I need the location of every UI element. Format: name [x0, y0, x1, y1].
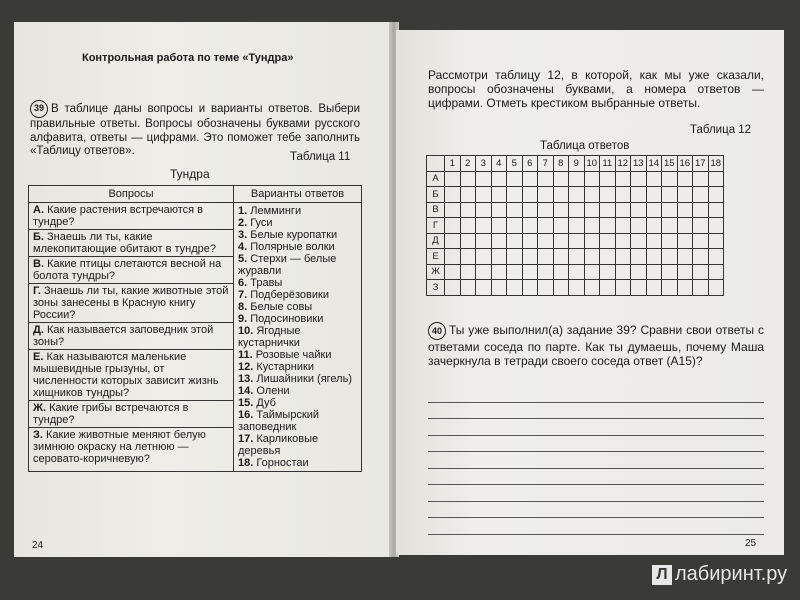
answer-number: 11. — [238, 349, 253, 361]
answer-number: 5. — [238, 253, 248, 265]
grid-cell[interactable] — [569, 171, 585, 187]
grid-corner — [427, 156, 445, 172]
grid-cell[interactable] — [662, 233, 678, 249]
question-text: Какие птицы слетаются весной на болота тундры? — [33, 258, 222, 282]
question-text: Какие грибы встречаются в тундре? — [33, 402, 189, 426]
task-40-text: Ты уже выполнил(а) задание 39? Сравни свои ответы с ответами соседа по парте. Как ты думаешь, почему Маша зачеркнула в тетради своего соседа ответ (А15)? — [428, 323, 764, 368]
grid-cell[interactable] — [615, 280, 631, 296]
answer-text: Гуси — [250, 217, 273, 229]
grid-cell[interactable] — [631, 171, 647, 187]
answers-header: Варианты ответов — [234, 186, 362, 203]
grid-cell[interactable] — [662, 187, 678, 203]
grid-cell[interactable] — [631, 280, 647, 296]
task-40 — [428, 322, 764, 368]
question-text: Как называется заповедник этой зоны? — [33, 324, 214, 348]
grid-cell[interactable] — [507, 264, 523, 280]
answer-option — [238, 313, 357, 325]
grid-cell[interactable] — [507, 233, 523, 249]
answer-option — [238, 385, 357, 397]
answer-text: Олени — [256, 385, 290, 397]
grid-cell[interactable] — [476, 187, 492, 203]
answer-line[interactable] — [428, 386, 764, 403]
grid-cell[interactable] — [584, 264, 600, 280]
grid-cell[interactable] — [708, 218, 724, 234]
answer-option — [238, 433, 357, 457]
grid-cell[interactable] — [708, 202, 724, 218]
question-item — [29, 401, 233, 428]
grid-cell[interactable] — [677, 233, 693, 249]
table-12-title: Таблица ответов — [540, 140, 630, 152]
grid-cell[interactable] — [460, 280, 476, 296]
grid-cell[interactable] — [600, 187, 616, 203]
grid-cell[interactable] — [693, 280, 709, 296]
grid-cell[interactable] — [476, 233, 492, 249]
answer-lines — [428, 386, 764, 535]
grid-column-header: 13 — [631, 156, 647, 172]
answer-option — [238, 349, 357, 361]
grid-cell[interactable] — [491, 280, 507, 296]
grid-column-header: 5 — [507, 156, 523, 172]
grid-cell[interactable] — [708, 264, 724, 280]
grid-cell[interactable] — [662, 249, 678, 265]
grid-column-header: 2 — [460, 156, 476, 172]
answer-option — [238, 205, 357, 217]
grid-cell[interactable] — [569, 218, 585, 234]
grid-column-header: 15 — [662, 156, 678, 172]
grid-cell[interactable] — [693, 202, 709, 218]
grid-row-header: Г — [427, 218, 445, 234]
grid-cell[interactable] — [693, 218, 709, 234]
grid-cell[interactable] — [476, 202, 492, 218]
question-letter: Ж. — [33, 402, 46, 414]
grid-cell[interactable] — [445, 171, 461, 187]
question-text: Какие растения встречаются в тундре? — [33, 204, 203, 228]
grid-cell[interactable] — [646, 264, 662, 280]
question-letter: Д. — [33, 324, 44, 336]
grid-cell[interactable] — [693, 249, 709, 265]
answer-text: Подберёзовики — [250, 289, 329, 301]
table-12-instructions: Рассмотри таблицу 12, в которой, как мы уже сказали, вопросы обозначены буквами, а номера ответов — цифрами. Отметь крестиком выбранные ответы. — [428, 68, 764, 110]
grid-cell[interactable] — [600, 202, 616, 218]
grid-cell[interactable] — [615, 171, 631, 187]
grid-cell[interactable] — [491, 187, 507, 203]
grid-cell[interactable] — [615, 202, 631, 218]
grid-cell[interactable] — [677, 218, 693, 234]
grid-cell[interactable] — [553, 218, 569, 234]
answer-number: 6. — [238, 277, 248, 289]
answer-line[interactable] — [428, 452, 764, 469]
grid-cell[interactable] — [491, 171, 507, 187]
grid-cell[interactable] — [553, 187, 569, 203]
grid-cell[interactable] — [538, 264, 554, 280]
grid-cell[interactable] — [615, 249, 631, 265]
grid-cell[interactable] — [677, 264, 693, 280]
grid-cell[interactable] — [584, 249, 600, 265]
grid-row-header: Б — [427, 187, 445, 203]
grid-cell[interactable] — [646, 233, 662, 249]
grid-cell[interactable] — [476, 249, 492, 265]
answer-number: 3. — [238, 229, 248, 241]
question-text: Знаешь ли ты, какие животные этой зоны занесены в Красную книгу России? — [33, 285, 229, 321]
answer-option — [238, 217, 357, 229]
grid-cell[interactable] — [553, 280, 569, 296]
grid-column-header: 7 — [538, 156, 554, 172]
grid-row-header: В — [427, 202, 445, 218]
grid-cell[interactable] — [646, 280, 662, 296]
grid-cell[interactable] — [538, 233, 554, 249]
answer-text: Стерхи — белые журавли — [238, 253, 337, 277]
grid-cell[interactable] — [476, 264, 492, 280]
answer-number: 2. — [238, 217, 248, 229]
grid-column-header: 4 — [491, 156, 507, 172]
grid-cell[interactable] — [631, 202, 647, 218]
grid-cell[interactable] — [553, 233, 569, 249]
grid-cell[interactable] — [445, 280, 461, 296]
answer-text: Горностаи — [256, 457, 309, 469]
grid-cell[interactable] — [677, 280, 693, 296]
grid-cell[interactable] — [445, 264, 461, 280]
grid-cell[interactable] — [615, 218, 631, 234]
labirint-logo-icon: Л — [652, 565, 672, 585]
grid-cell[interactable] — [476, 280, 492, 296]
grid-cell[interactable] — [646, 171, 662, 187]
table-11-title: Тундра — [170, 167, 210, 181]
answer-number: 4. — [238, 241, 248, 253]
grid-column-header: 14 — [646, 156, 662, 172]
grid-cell[interactable] — [615, 264, 631, 280]
answer-option — [238, 289, 357, 301]
answer-number: 10. — [238, 325, 254, 337]
grid-column-header: 10 — [584, 156, 600, 172]
grid-cell[interactable] — [538, 187, 554, 203]
grid-cell[interactable] — [553, 249, 569, 265]
grid-cell[interactable] — [460, 218, 476, 234]
question-item — [29, 284, 233, 323]
grid-cell[interactable] — [522, 171, 538, 187]
answer-number: 7. — [238, 289, 248, 301]
answer-text: Белые куропатки — [250, 229, 338, 241]
grid-cell[interactable] — [708, 249, 724, 265]
grid-cell[interactable] — [662, 264, 678, 280]
grid-cell[interactable] — [491, 249, 507, 265]
answer-line[interactable] — [428, 403, 764, 420]
task-40-badge: 40 — [428, 322, 446, 340]
answer-option — [238, 229, 357, 241]
grid-cell[interactable] — [600, 280, 616, 296]
question-item — [29, 230, 233, 257]
questions-table — [28, 185, 362, 472]
grid-column-header: 11 — [600, 156, 616, 172]
grid-column-header: 3 — [476, 156, 492, 172]
answer-number: 13. — [238, 373, 254, 385]
grid-cell[interactable] — [662, 218, 678, 234]
question-text: Знаешь ли ты, какие млекопитающие обитают в тундре? — [33, 231, 217, 255]
grid-cell[interactable] — [460, 171, 476, 187]
answer-text: Белые совы — [250, 301, 313, 313]
grid-cell[interactable] — [646, 218, 662, 234]
grid-cell[interactable] — [631, 249, 647, 265]
grid-cell[interactable] — [460, 202, 476, 218]
answer-text: Таймырский заповедник — [238, 409, 320, 433]
answer-option — [238, 373, 357, 385]
grid-cell[interactable] — [445, 218, 461, 234]
answer-option — [238, 457, 357, 469]
answer-text: Кустарники — [256, 361, 314, 373]
grid-cell[interactable] — [693, 171, 709, 187]
grid-row-header: А — [427, 171, 445, 187]
grid-cell[interactable] — [693, 233, 709, 249]
question-letter: А. — [33, 204, 44, 216]
grid-cell[interactable] — [631, 187, 647, 203]
grid-cell[interactable] — [491, 202, 507, 218]
grid-cell[interactable] — [600, 264, 616, 280]
grid-cell[interactable] — [584, 218, 600, 234]
answer-number: 14. — [238, 385, 254, 397]
answer-line[interactable] — [428, 502, 764, 519]
grid-cell[interactable] — [522, 280, 538, 296]
grid-cell[interactable] — [491, 218, 507, 234]
grid-cell[interactable] — [491, 264, 507, 280]
table-12-label: Таблица 12 — [690, 124, 752, 136]
page-number-left: 24 — [32, 540, 44, 551]
grid-cell[interactable] — [445, 202, 461, 218]
answer-option — [238, 397, 357, 409]
answers-grid — [426, 155, 724, 296]
grid-cell[interactable] — [631, 264, 647, 280]
task-39-text: В таблице даны вопросы и варианты ответов. Выбери правильные ответы. Вопросы обозначены буквами русского алфавита, ответы — цифрами. Это поможет тебе заполнить «Таблицу ответов». — [30, 103, 360, 157]
grid-cell[interactable] — [507, 187, 523, 203]
grid-cell[interactable] — [538, 280, 554, 296]
grid-row-header: Е — [427, 249, 445, 265]
question-letter: Б. — [33, 231, 44, 243]
grid-cell[interactable] — [522, 249, 538, 265]
grid-cell[interactable] — [569, 233, 585, 249]
answer-number: 8. — [238, 301, 248, 313]
grid-cell[interactable] — [708, 171, 724, 187]
grid-cell[interactable] — [538, 202, 554, 218]
grid-cell[interactable] — [507, 249, 523, 265]
grid-cell[interactable] — [708, 280, 724, 296]
grid-cell[interactable] — [584, 202, 600, 218]
question-item — [29, 350, 233, 401]
answer-number: 12. — [238, 361, 254, 373]
grid-column-header: 12 — [615, 156, 631, 172]
grid-cell[interactable] — [522, 264, 538, 280]
grid-cell[interactable] — [507, 171, 523, 187]
grid-cell[interactable] — [460, 249, 476, 265]
grid-row-header: Ж — [427, 264, 445, 280]
grid-cell[interactable] — [677, 171, 693, 187]
grid-cell[interactable] — [693, 264, 709, 280]
grid-cell[interactable] — [569, 280, 585, 296]
grid-cell[interactable] — [631, 218, 647, 234]
answer-option — [238, 361, 357, 373]
grid-cell[interactable] — [445, 249, 461, 265]
answer-number: 9. — [238, 313, 248, 325]
grid-cell[interactable] — [615, 233, 631, 249]
grid-cell[interactable] — [646, 202, 662, 218]
task-39-intro — [30, 100, 360, 159]
watermark — [652, 563, 787, 586]
answer-option — [238, 241, 357, 253]
question-item — [29, 203, 233, 230]
grid-cell[interactable] — [476, 218, 492, 234]
question-letter: Е. — [33, 351, 44, 363]
grid-cell[interactable] — [476, 171, 492, 187]
question-letter: Г. — [33, 285, 41, 297]
grid-cell[interactable] — [553, 171, 569, 187]
answer-text: Лишайники (ягель) — [256, 373, 352, 385]
grid-cell[interactable] — [460, 233, 476, 249]
grid-cell[interactable] — [569, 202, 585, 218]
answer-number: 1. — [238, 205, 248, 217]
grid-column-header: 1 — [445, 156, 461, 172]
grid-cell[interactable] — [569, 249, 585, 265]
grid-cell[interactable] — [600, 171, 616, 187]
answer-line[interactable] — [428, 419, 764, 436]
grid-column-header: 9 — [569, 156, 585, 172]
grid-cell[interactable] — [538, 249, 554, 265]
answer-number: 18. — [238, 457, 254, 469]
grid-cell[interactable] — [507, 202, 523, 218]
grid-column-header: 6 — [522, 156, 538, 172]
question-letter: В. — [33, 258, 44, 270]
grid-cell[interactable] — [584, 187, 600, 203]
questions-column — [29, 203, 234, 472]
grid-cell[interactable] — [584, 233, 600, 249]
answer-line[interactable] — [428, 469, 764, 486]
answer-line[interactable] — [428, 436, 764, 453]
table-11-label: Таблица 11 — [290, 151, 351, 163]
grid-cell[interactable] — [507, 218, 523, 234]
grid-column-header: 8 — [553, 156, 569, 172]
question-item — [29, 323, 233, 350]
grid-cell[interactable] — [631, 233, 647, 249]
answer-option — [238, 277, 357, 289]
grid-cell[interactable] — [646, 187, 662, 203]
answer-text: Карликовые деревья — [238, 433, 319, 457]
page-heading: Контрольная работа по теме «Тундра» — [82, 52, 294, 64]
grid-cell[interactable] — [538, 171, 554, 187]
answer-text: Розовые чайки — [255, 349, 332, 361]
answer-text: Травы — [250, 277, 283, 289]
grid-cell[interactable] — [553, 264, 569, 280]
answer-option — [238, 409, 357, 433]
grid-cell[interactable] — [522, 187, 538, 203]
question-item — [29, 428, 233, 466]
grid-row-header: З — [427, 280, 445, 296]
answer-text: Дуб — [256, 397, 276, 409]
grid-cell[interactable] — [708, 187, 724, 203]
grid-cell[interactable] — [538, 218, 554, 234]
grid-cell[interactable] — [522, 233, 538, 249]
answers-column — [234, 203, 362, 472]
answer-number: 17. — [238, 433, 254, 445]
grid-cell[interactable] — [507, 280, 523, 296]
grid-cell[interactable] — [615, 187, 631, 203]
grid-cell[interactable] — [662, 280, 678, 296]
grid-cell[interactable] — [460, 264, 476, 280]
answer-text: Ягодные кустарнички — [238, 325, 301, 349]
questions-header: Вопросы — [29, 186, 234, 203]
grid-cell[interactable] — [600, 233, 616, 249]
question-text: Какие животные меняют белую зимнюю окраску на летнюю — серовато-коричневую? — [33, 429, 206, 465]
grid-cell[interactable] — [600, 249, 616, 265]
answer-text: Полярные волки — [250, 241, 335, 253]
grid-cell[interactable] — [662, 171, 678, 187]
grid-cell[interactable] — [553, 202, 569, 218]
grid-column-header: 16 — [677, 156, 693, 172]
question-text: Как называются маленькие мышевидные грызуны, от численности которых зависит жизнь хищников тундры? — [33, 351, 219, 399]
grid-column-header: 17 — [693, 156, 709, 172]
page-number-right: 25 — [745, 538, 757, 549]
answer-text: Подосиновики — [250, 313, 324, 325]
watermark-text: лабиринт.ру — [675, 563, 788, 585]
grid-cell[interactable] — [600, 218, 616, 234]
grid-cell[interactable] — [569, 264, 585, 280]
grid-cell[interactable] — [522, 218, 538, 234]
grid-cell[interactable] — [677, 187, 693, 203]
grid-row-header: Д — [427, 233, 445, 249]
grid-cell[interactable] — [569, 187, 585, 203]
answer-number: 15. — [238, 397, 254, 409]
grid-cell[interactable] — [522, 202, 538, 218]
grid-cell[interactable] — [693, 187, 709, 203]
grid-cell[interactable] — [677, 249, 693, 265]
grid-cell[interactable] — [662, 202, 678, 218]
question-letter: З. — [33, 429, 43, 441]
grid-cell[interactable] — [445, 187, 461, 203]
grid-column-header: 18 — [708, 156, 724, 172]
grid-cell[interactable] — [708, 233, 724, 249]
task-39-badge: 39 — [30, 100, 48, 118]
answer-line[interactable] — [428, 485, 764, 502]
answer-option — [238, 253, 357, 277]
answer-option — [238, 325, 357, 349]
grid-cell[interactable] — [491, 233, 507, 249]
answer-text: Лемминги — [250, 205, 302, 217]
question-item — [29, 257, 233, 284]
grid-cell[interactable] — [646, 249, 662, 265]
grid-cell[interactable] — [445, 233, 461, 249]
grid-cell[interactable] — [460, 187, 476, 203]
answer-option — [238, 301, 357, 313]
grid-cell[interactable] — [677, 202, 693, 218]
grid-cell[interactable] — [584, 280, 600, 296]
answer-number: 16. — [238, 409, 254, 421]
answer-line[interactable] — [428, 518, 764, 535]
grid-cell[interactable] — [584, 171, 600, 187]
